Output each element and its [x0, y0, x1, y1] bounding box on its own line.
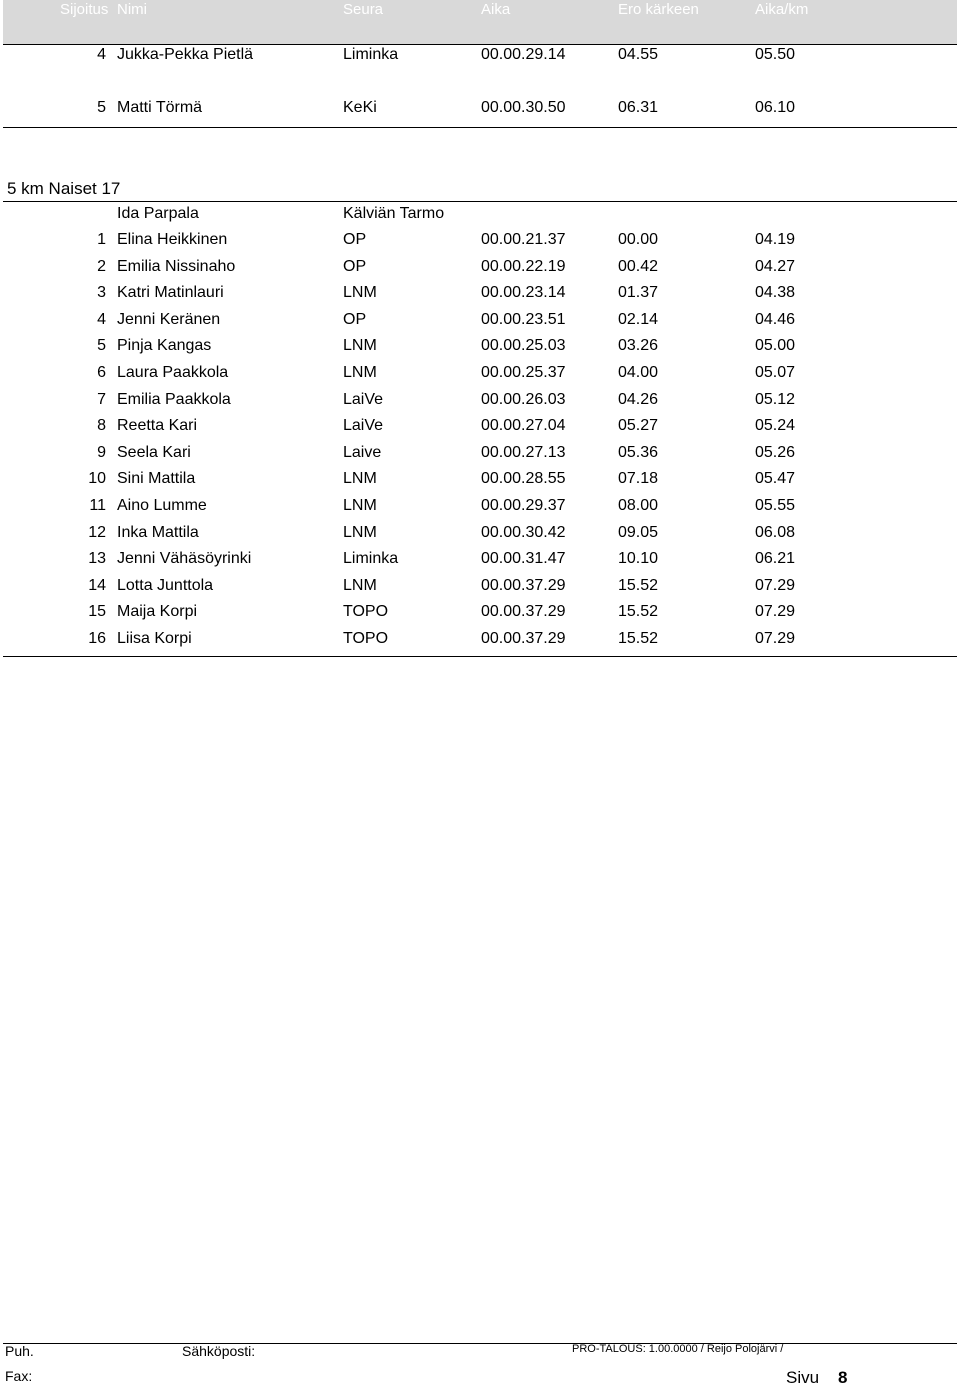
time: 00.00.30.50 [481, 99, 566, 116]
club: LNM [343, 364, 377, 381]
pace: 05.55 [755, 497, 796, 514]
table-row [0, 283, 960, 309]
gap: 04.00 [618, 364, 659, 381]
rank: 2 [97, 257, 106, 275]
phone-label: Puh. [5, 1343, 34, 1359]
athlete-name: Inka Mattila [117, 523, 199, 541]
pace: 06.21 [755, 550, 796, 568]
time: 00.00.25.03 [481, 337, 566, 355]
gap: 00.00 [618, 231, 659, 248]
gap: 15.52 [618, 603, 659, 621]
club: Liminka [343, 550, 399, 568]
time: 00.00.37.29 [481, 603, 566, 621]
header-pace: Aika/km [755, 1, 809, 18]
athlete-name: Emilia Nissinaho [117, 257, 236, 275]
time: 00.00.23.14 [481, 284, 566, 302]
athlete-name: Emilia Paakkola [117, 390, 231, 408]
rank: 11 [89, 497, 106, 514]
time: 00.00.21.37 [481, 231, 566, 248]
table-row [0, 469, 960, 495]
rank: 5 [97, 337, 106, 355]
athlete-name: Maija Korpi [117, 603, 198, 621]
athlete-name: Reetta Kari [117, 417, 198, 435]
header-name: Nimi [117, 1, 147, 18]
table-row [0, 390, 960, 416]
table-row [0, 496, 960, 522]
gap: 15.52 [618, 630, 659, 647]
gap: 05.36 [618, 443, 659, 461]
club: LNM [343, 576, 377, 594]
club: TOPO [343, 630, 389, 647]
club: OP [343, 257, 367, 275]
athlete-name: Laura Paakkola [117, 364, 229, 381]
gap: 04.55 [618, 46, 659, 63]
unplaced-row [0, 204, 960, 230]
gap: 15.52 [618, 576, 659, 594]
athlete-name: Jukka-Pekka Pietlä [117, 46, 254, 63]
pace: 07.29 [755, 576, 796, 594]
section-title-underline [3, 201, 957, 202]
athlete-name: Jenni Vähäsöyrinki [117, 550, 252, 568]
gap: 00.42 [618, 257, 659, 275]
pace: 05.00 [755, 337, 796, 355]
athlete-name: Elina Heikkinen [117, 231, 228, 248]
club: LNM [343, 337, 377, 355]
pace: 07.29 [755, 630, 796, 647]
pace: 05.07 [755, 364, 796, 381]
rank: 6 [97, 364, 106, 381]
club: LNM [343, 497, 377, 514]
section-title: 5 km Naiset 17 [7, 179, 121, 198]
table-row [0, 98, 960, 124]
time: 00.00.37.29 [481, 630, 566, 647]
table-row [0, 602, 960, 628]
gap: 05.27 [618, 417, 659, 435]
athlete-name: Katri Matinlauri [117, 284, 224, 302]
table-row [0, 363, 960, 389]
rank: 10 [88, 470, 106, 488]
club: OP [343, 310, 367, 328]
time: 00.00.29.37 [481, 497, 566, 514]
page-number: 8 [838, 1368, 848, 1387]
club: KeKi [343, 99, 377, 116]
table-row [0, 336, 960, 362]
rank: 8 [97, 417, 106, 435]
gap: 02.14 [618, 310, 659, 328]
pace: 05.50 [755, 46, 796, 63]
header-gap: Ero kärkeen [618, 1, 699, 18]
software-info: PRO-TALOUS: 1.00.0000 / Reijo Polojärvi / [572, 1343, 784, 1355]
gap: 01.37 [618, 284, 659, 302]
pace: 05.26 [755, 443, 796, 461]
athlete-name: Ida Parpala [117, 205, 199, 222]
header-time: Aika [481, 1, 511, 18]
club: Kälviän Tarmo [343, 205, 445, 222]
table-row [0, 416, 960, 442]
time: 00.00.26.03 [481, 390, 566, 408]
pace: 06.08 [755, 523, 796, 541]
rank: 13 [88, 550, 106, 568]
club: TOPO [343, 603, 389, 621]
table-row [0, 257, 960, 283]
table-end-divider [3, 656, 957, 657]
club: LaiVe [343, 417, 384, 435]
time: 00.00.37.29 [481, 576, 566, 594]
rank: 5 [97, 99, 106, 116]
table-row [0, 549, 960, 575]
athlete-name: Lotta Junttola [117, 576, 214, 594]
athlete-name: Jenni Keränen [117, 310, 221, 328]
pace: 04.38 [755, 284, 796, 302]
gap: 08.00 [618, 497, 659, 514]
gap: 09.05 [618, 523, 659, 541]
section-divider [3, 127, 957, 128]
footer-divider [3, 1343, 957, 1344]
time: 00.00.31.47 [481, 550, 566, 568]
rank: 12 [88, 523, 106, 541]
gap: 06.31 [618, 99, 659, 116]
gap: 03.26 [618, 337, 659, 355]
pace: 06.10 [755, 99, 796, 116]
rank: 14 [88, 576, 106, 594]
pace: 05.12 [755, 390, 796, 408]
page-label: Sivu [786, 1368, 820, 1387]
table-row [0, 230, 960, 256]
club: Laive [343, 443, 382, 461]
table-row [0, 576, 960, 602]
rank: 9 [97, 443, 106, 461]
pace: 04.46 [755, 310, 796, 328]
rank: 7 [97, 390, 106, 408]
time: 00.00.27.04 [481, 417, 566, 435]
pace: 04.27 [755, 257, 796, 275]
rank: 15 [88, 603, 106, 621]
rank: 4 [97, 310, 106, 328]
athlete-name: Pinja Kangas [117, 337, 212, 355]
club: LaiVe [343, 390, 384, 408]
rank: 4 [97, 46, 106, 63]
athlete-name: Seela Kari [117, 443, 191, 461]
time: 00.00.23.51 [481, 310, 566, 328]
table-row [0, 523, 960, 549]
table-row [0, 443, 960, 469]
athlete-name: Liisa Korpi [117, 630, 192, 647]
rank: 3 [97, 284, 106, 302]
club: LNM [343, 523, 377, 541]
table-row [0, 45, 960, 71]
pace: 05.24 [755, 417, 796, 435]
rank: 1 [97, 231, 106, 248]
time: 00.00.22.19 [481, 257, 566, 275]
time: 00.00.29.14 [481, 46, 566, 63]
time: 00.00.28.55 [481, 470, 566, 488]
time: 00.00.30.42 [481, 523, 566, 541]
fax-label: Fax: [5, 1368, 33, 1384]
table-row [0, 629, 960, 655]
club: LNM [343, 284, 377, 302]
table-row [0, 310, 960, 336]
pace: 07.29 [755, 603, 796, 621]
pace: 05.47 [755, 470, 796, 488]
club: LNM [343, 470, 377, 488]
rank: 16 [88, 630, 106, 647]
club: Liminka [343, 46, 399, 63]
gap: 07.18 [618, 470, 659, 488]
email-label: Sähköposti: [182, 1343, 256, 1359]
pace: 04.19 [755, 231, 796, 248]
time: 00.00.25.37 [481, 364, 566, 381]
header-club: Seura [343, 1, 384, 18]
athlete-name: Matti Törmä [117, 99, 203, 116]
column-header-bar [3, 0, 957, 45]
header-rank: Sijoitus [60, 1, 109, 18]
time: 00.00.27.13 [481, 443, 566, 461]
athlete-name: Sini Mattila [117, 470, 196, 488]
gap: 04.26 [618, 390, 659, 408]
gap: 10.10 [618, 550, 659, 568]
athlete-name: Aino Lumme [117, 497, 207, 514]
club: OP [343, 231, 367, 248]
